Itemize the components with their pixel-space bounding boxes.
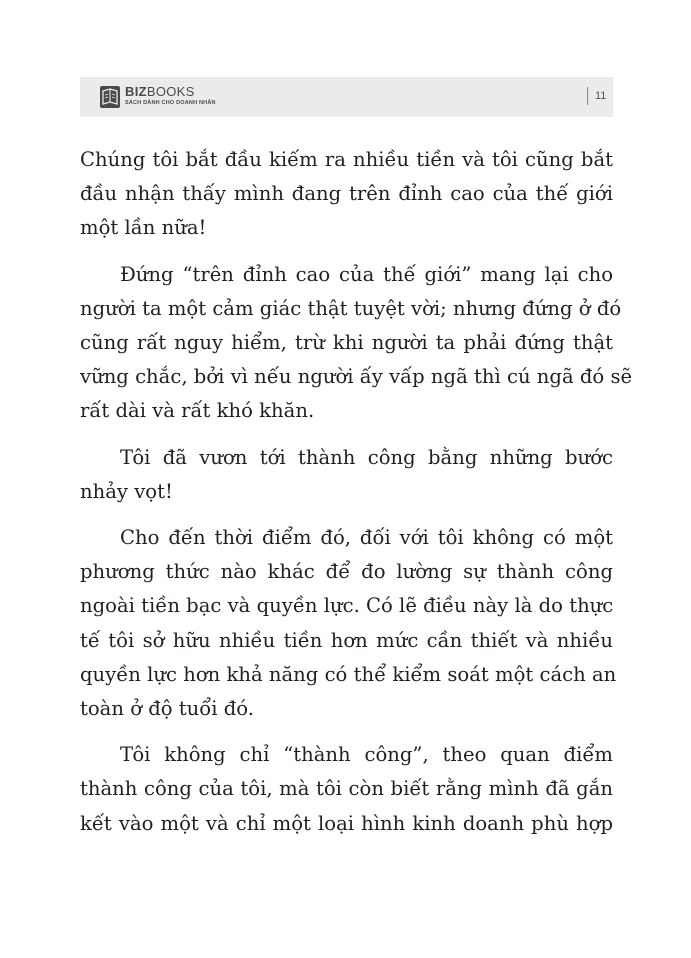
text-line: Cho đến thời điểm đó, đối với tôi không có một <box>120 526 613 550</box>
text-line: tế tôi sở hữu nhiều tiền hơn mức cần thiết và nhiều <box>80 628 613 652</box>
book-icon <box>100 86 120 108</box>
text-line: vững chắc, bởi vì nếu người ấy vấp ngã thì cú ngã đó sẽ <box>80 365 633 389</box>
brand-name-bold: BIZ <box>125 84 147 99</box>
text-line: thành công của tôi, mà tôi còn biết rằng mình đã gắn <box>80 777 613 801</box>
page-header <box>80 77 613 117</box>
text-line: kết vào một và chỉ một loại hình kinh doanh phù hợp <box>80 811 613 835</box>
page-number: 11 <box>595 90 607 102</box>
brand-name-rest: BOOKS <box>146 84 195 99</box>
text-line: cũng rất nguy hiểm, trừ khi người ta phải đứng thật <box>80 331 613 355</box>
text-line: rất dài và rất khó khăn. <box>80 399 315 423</box>
paragraph-5 <box>80 738 613 841</box>
text-line: đầu nhận thấy mình đang trên đỉnh cao của thế giới <box>80 182 613 206</box>
brand-tagline: SÁCH DÀNH CHO DOANH NHÂN <box>125 100 216 106</box>
text-line: phương thức nào khác để đo lường sự thành công <box>80 560 613 584</box>
page-number-divider <box>587 87 588 105</box>
paragraph-1 <box>80 143 613 246</box>
paragraph-4 <box>80 521 617 726</box>
paragraph-3 <box>80 441 613 509</box>
text-line: nhảy vọt! <box>80 479 173 503</box>
text-line: ngoài tiền bạc và quyền lực. Có lẽ điều này là do thực <box>80 594 614 618</box>
text-line: toàn ở độ tuổi đó. <box>80 697 254 721</box>
text-line: một lần nữa! <box>80 216 207 240</box>
text-line: người ta một cảm giác thật tuyệt vời; nhưng đứng ở đó <box>80 296 622 320</box>
text-line: Tôi không chỉ “thành công”, theo quan điểm <box>120 743 613 767</box>
text-line: quyền lực hơn khả năng có thể kiểm soát một cách an <box>80 662 617 686</box>
body-text <box>80 143 633 841</box>
text-line: Chúng tôi bắt đầu kiếm ra nhiều tiền và tôi cũng bắt <box>80 148 613 171</box>
paragraph-2 <box>80 258 633 429</box>
text-line: Tôi đã vươn tới thành công bằng những bước <box>120 445 613 469</box>
text-line: Đứng “trên đỉnh cao của thế giới” mang lại cho <box>120 262 613 286</box>
brand-name <box>125 84 195 99</box>
